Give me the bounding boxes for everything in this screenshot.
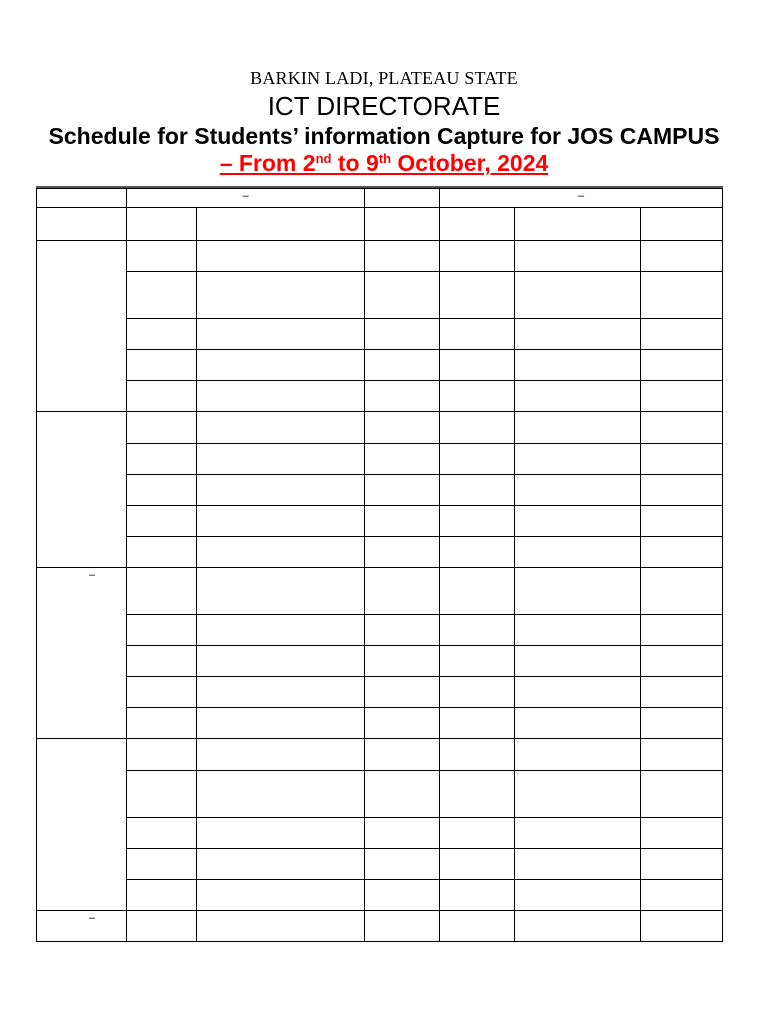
table-cell — [127, 241, 197, 272]
table-row — [37, 475, 723, 506]
table-cell — [440, 208, 515, 241]
table-cell — [440, 350, 515, 381]
table-cell — [127, 677, 197, 708]
table-header-row — [37, 189, 723, 208]
table-cell — [365, 911, 440, 942]
table-cell — [641, 818, 723, 849]
table-row — [37, 646, 723, 677]
table-cell — [365, 350, 440, 381]
table-row — [37, 708, 723, 739]
day-cell — [37, 568, 127, 739]
table-cell — [440, 319, 515, 350]
table-row — [37, 241, 723, 272]
table-cell — [365, 381, 440, 412]
table-cell — [440, 708, 515, 739]
table-cell — [365, 319, 440, 350]
table-cell — [197, 849, 365, 880]
table-row — [37, 350, 723, 381]
table-cell — [641, 880, 723, 911]
table-cell — [365, 880, 440, 911]
table-cell — [440, 646, 515, 677]
table-cell — [197, 319, 365, 350]
table-cell — [440, 537, 515, 568]
table-cell — [515, 444, 641, 475]
table-cell — [440, 818, 515, 849]
table-cell — [515, 911, 641, 942]
table-cell — [127, 189, 365, 208]
table-cell — [37, 189, 127, 208]
table-cell — [197, 677, 365, 708]
table-cell — [365, 708, 440, 739]
table-cell — [365, 739, 440, 771]
table-cell — [515, 568, 641, 615]
table-cell — [365, 771, 440, 818]
table-cell — [127, 568, 197, 615]
table-cell — [641, 412, 723, 444]
table-cell — [641, 568, 723, 615]
table-cell — [127, 818, 197, 849]
table-row — [37, 444, 723, 475]
table-cell — [515, 818, 641, 849]
table-cell — [127, 506, 197, 537]
table-cell — [127, 849, 197, 880]
table-cell — [197, 818, 365, 849]
table-cell — [127, 412, 197, 444]
table-cell — [641, 739, 723, 771]
table-cell — [365, 189, 440, 208]
table-cell — [365, 568, 440, 615]
table-cell — [515, 506, 641, 537]
table-row — [37, 615, 723, 646]
table-cell — [515, 412, 641, 444]
table-cell — [127, 708, 197, 739]
table-cell — [515, 475, 641, 506]
table-cell — [641, 615, 723, 646]
table-row — [37, 412, 723, 444]
table-row — [37, 849, 723, 880]
table-cell — [197, 208, 365, 241]
day-cell — [37, 739, 127, 911]
table-cell — [365, 475, 440, 506]
table-cell — [197, 537, 365, 568]
table-cell — [365, 677, 440, 708]
table-cell — [641, 849, 723, 880]
table-cell — [197, 739, 365, 771]
table-row — [37, 771, 723, 818]
table-cell — [365, 646, 440, 677]
table-cell — [127, 319, 197, 350]
dash-mark: – — [577, 190, 585, 202]
table-cell — [440, 241, 515, 272]
table-cell — [197, 911, 365, 942]
table-cell — [127, 475, 197, 506]
table-row — [37, 818, 723, 849]
table-cell — [641, 381, 723, 412]
table-cell — [641, 537, 723, 568]
department-title: ICT DIRECTORATE — [267, 91, 501, 121]
table-cell — [515, 381, 641, 412]
table-cell — [127, 537, 197, 568]
table-cell — [127, 381, 197, 412]
table-cell — [515, 272, 641, 319]
table-cell — [127, 208, 197, 241]
dash-mark: – — [89, 912, 96, 924]
table-row — [37, 739, 723, 771]
table-cell — [440, 880, 515, 911]
table-cell — [440, 444, 515, 475]
table-cell — [440, 677, 515, 708]
table-cell — [197, 241, 365, 272]
table-cell — [197, 568, 365, 615]
table-cell — [127, 911, 197, 942]
table-cell — [197, 771, 365, 818]
table-cell — [365, 615, 440, 646]
schedule-table — [36, 188, 723, 942]
table-cell — [365, 208, 440, 241]
table-cell — [37, 208, 127, 241]
table-cell — [515, 350, 641, 381]
table-cell — [440, 272, 515, 319]
table-cell — [440, 412, 515, 444]
table-cell — [127, 350, 197, 381]
table-cell — [515, 771, 641, 818]
table-cell — [515, 319, 641, 350]
table-cell — [197, 444, 365, 475]
table-cell — [515, 677, 641, 708]
table-cell — [641, 241, 723, 272]
table-cell — [515, 880, 641, 911]
table-row — [37, 381, 723, 412]
table-cell — [197, 381, 365, 412]
table-row — [37, 319, 723, 350]
table-cell — [365, 444, 440, 475]
table-cell — [641, 272, 723, 319]
day-cell — [37, 911, 127, 942]
table-cell — [515, 615, 641, 646]
table-cell — [641, 208, 723, 241]
table-cell — [127, 272, 197, 319]
table-header-row — [37, 208, 723, 241]
table-cell — [127, 771, 197, 818]
table-cell — [365, 506, 440, 537]
table-cell — [641, 771, 723, 818]
table-row — [37, 568, 723, 615]
table-cell — [365, 818, 440, 849]
table-cell — [197, 475, 365, 506]
table-cell — [440, 568, 515, 615]
table-cell — [197, 708, 365, 739]
table-cell — [641, 677, 723, 708]
table-cell — [515, 739, 641, 771]
table-cell — [127, 739, 197, 771]
table-cell — [197, 646, 365, 677]
table-cell — [440, 475, 515, 506]
table-cell — [515, 708, 641, 739]
schedule-title: Schedule for Students’ information Capture for JOS CAMPUS — [48, 123, 720, 149]
table-cell — [641, 646, 723, 677]
table-cell — [197, 880, 365, 911]
table-cell — [641, 444, 723, 475]
table-cell — [440, 739, 515, 771]
table-row — [37, 537, 723, 568]
table-cell — [641, 506, 723, 537]
table-cell — [440, 615, 515, 646]
table-row — [37, 506, 723, 537]
table-cell — [440, 911, 515, 942]
table-cell — [641, 319, 723, 350]
table-cell — [641, 708, 723, 739]
document-header — [0, 66, 768, 178]
table-cell — [515, 646, 641, 677]
table-cell — [365, 849, 440, 880]
table-cell — [440, 849, 515, 880]
table-cell — [127, 880, 197, 911]
table-cell — [365, 241, 440, 272]
table-row — [37, 272, 723, 319]
table-row — [37, 677, 723, 708]
table-row — [37, 880, 723, 911]
table-cell — [641, 350, 723, 381]
location-line: BARKIN LADI, PLATEAU STATE — [250, 68, 518, 88]
table-cell — [365, 272, 440, 319]
table-cell — [440, 506, 515, 537]
table-cell — [365, 537, 440, 568]
table-cell — [440, 189, 723, 208]
dash-mark: – — [242, 190, 249, 202]
day-cell — [37, 412, 127, 568]
table-cell — [515, 241, 641, 272]
table-cell — [127, 444, 197, 475]
table-cell — [197, 350, 365, 381]
table-cell — [197, 506, 365, 537]
table-cell — [641, 475, 723, 506]
dash-mark: – — [89, 569, 96, 581]
table-cell — [127, 615, 197, 646]
table-cell — [641, 911, 723, 942]
table-cell — [197, 272, 365, 319]
day-cell — [37, 241, 127, 412]
table-cell — [197, 615, 365, 646]
table-cell — [197, 412, 365, 444]
table-cell — [127, 646, 197, 677]
table-cell — [515, 208, 641, 241]
table-cell — [365, 412, 440, 444]
table-cell — [515, 849, 641, 880]
table-cell — [515, 537, 641, 568]
date-range: – From 2nd to 9th October, 2024 — [219, 150, 549, 176]
table-cell — [440, 381, 515, 412]
table-cell — [440, 771, 515, 818]
table-row — [37, 911, 723, 942]
